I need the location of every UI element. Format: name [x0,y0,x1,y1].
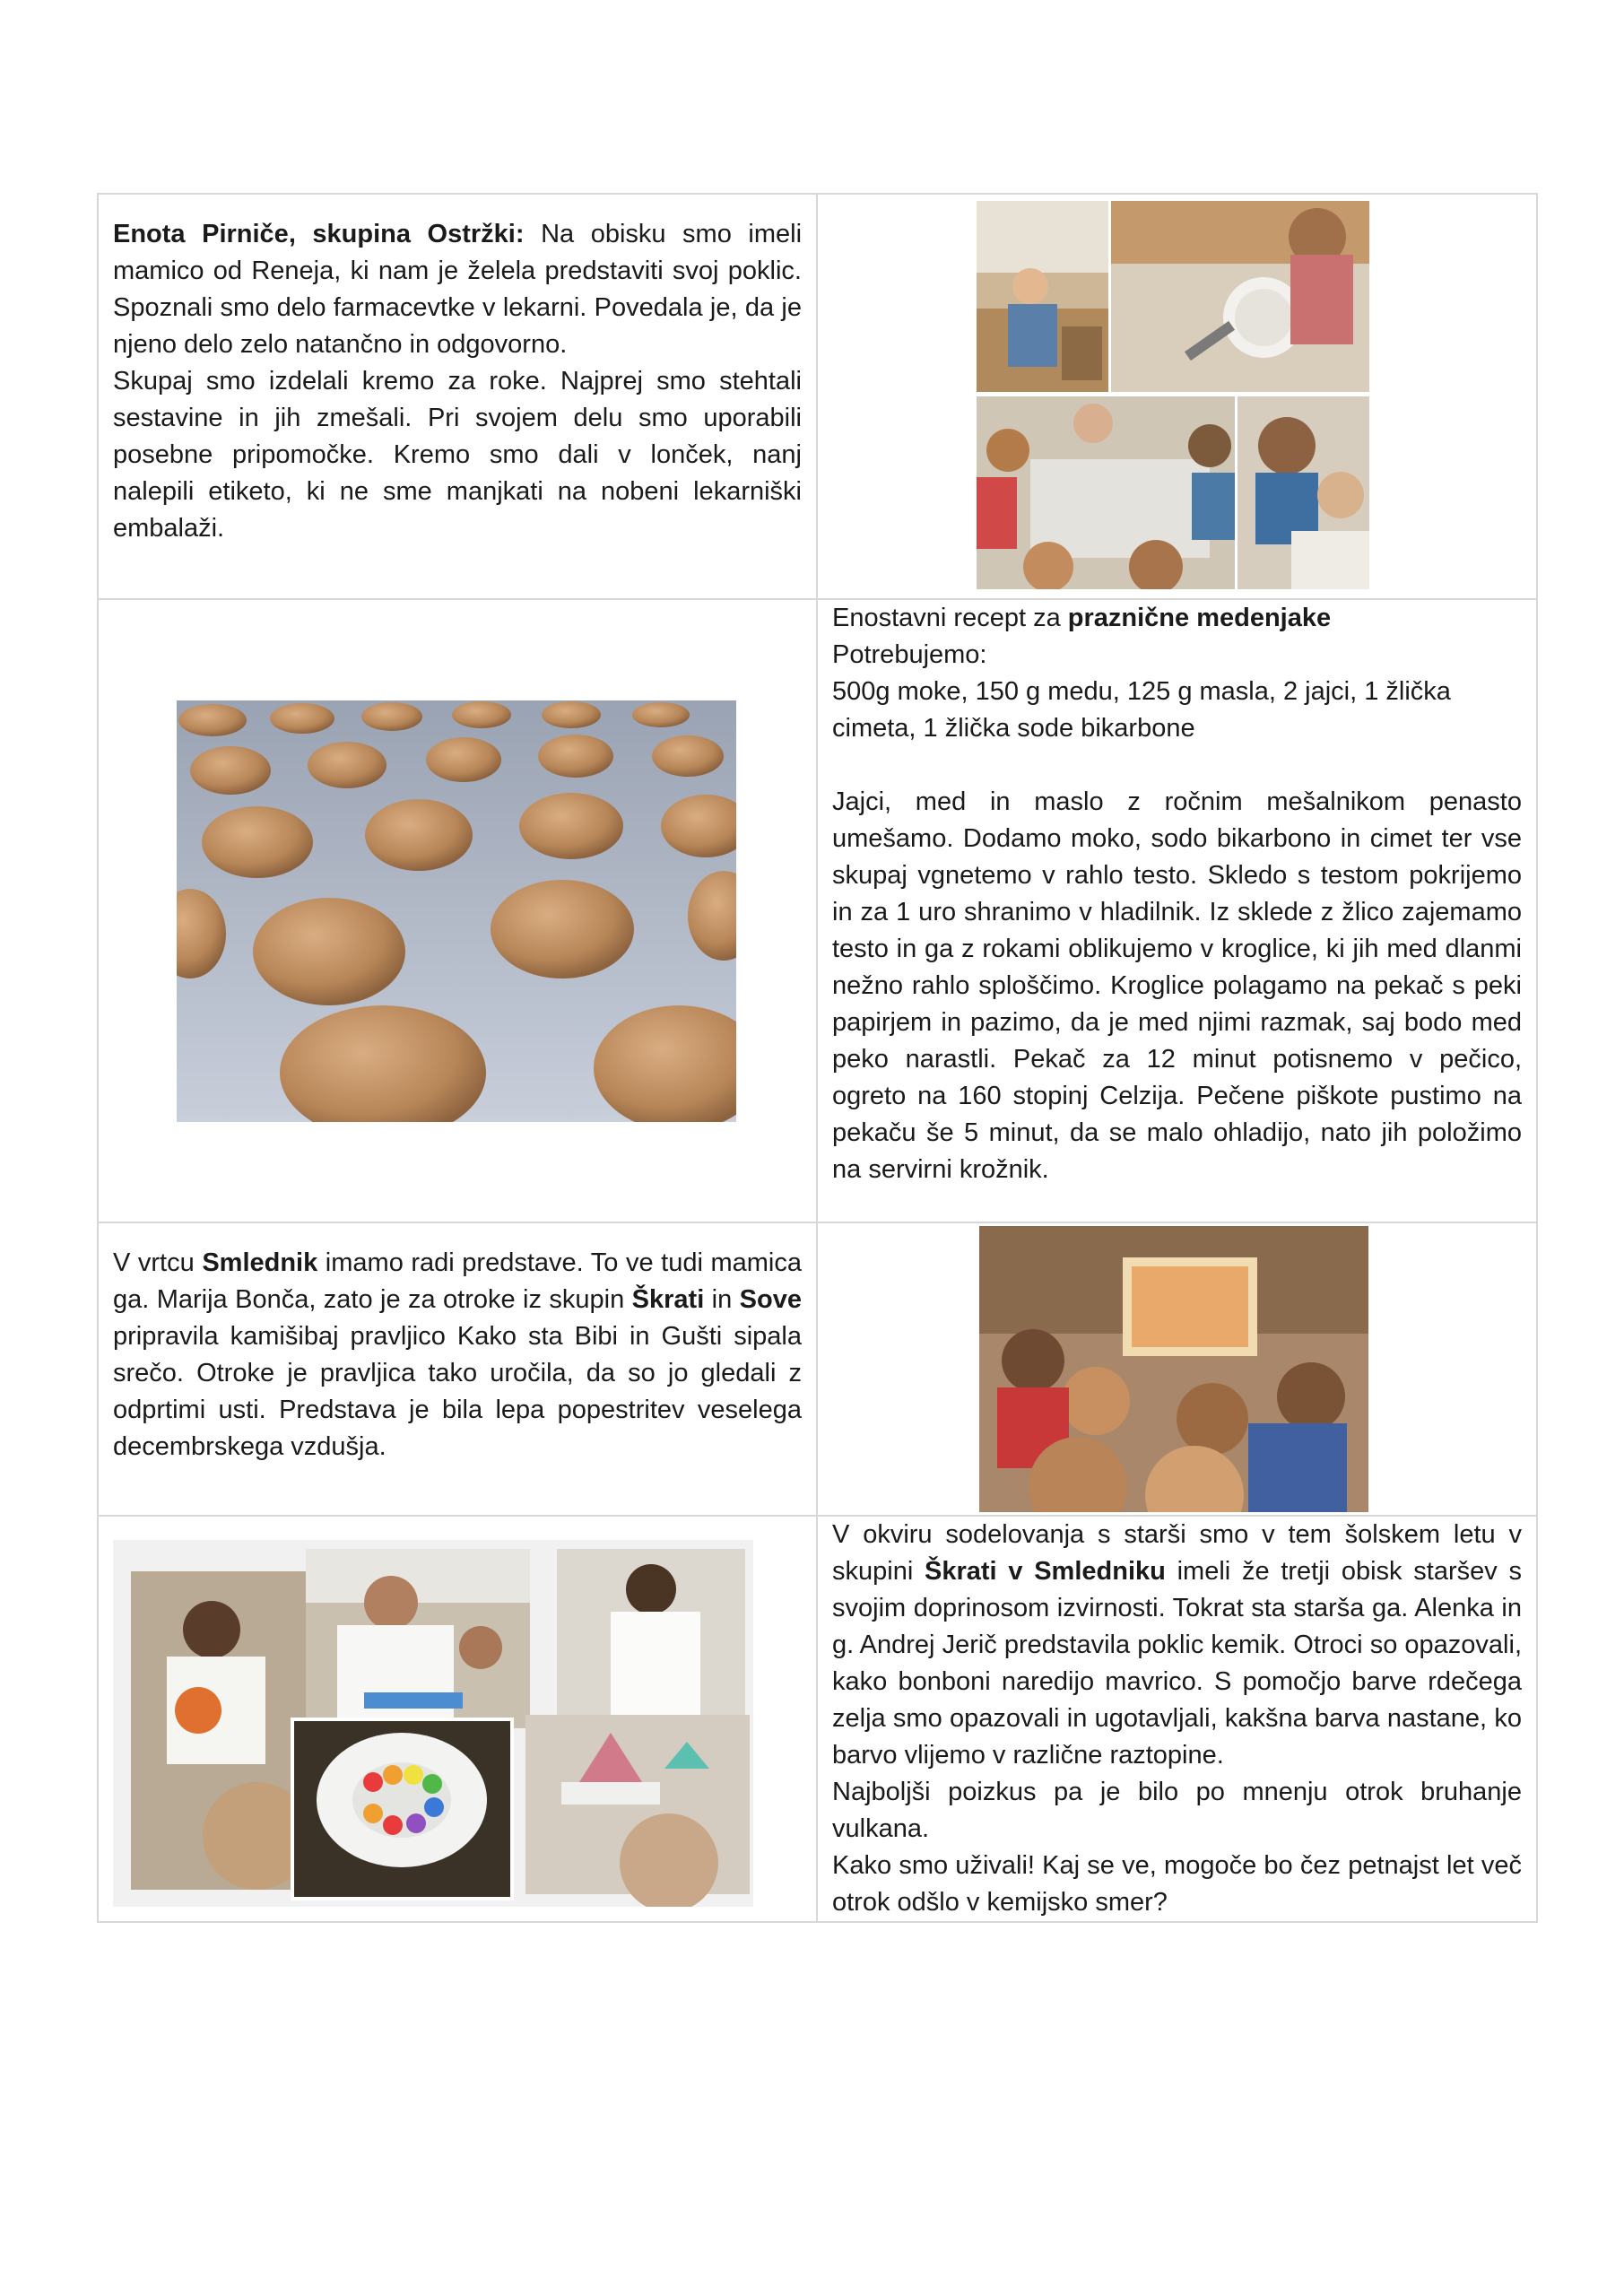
children-photo-2 [1111,201,1369,392]
recipe-method: Jajci, med in maslo z ročnim mešalnikom penasto umešamo. Dodamo moko, sodo bikarbono in cimet ter vse skupaj vgnetemo v rahlo testo. Skledo s testom pokrijemo in za 1 uro shranimo v hladilnik. Iz sklede z žlico zajemamo testo in ga z rokami oblikujemo v kroglice, ki jih med dlanmi nežno rahlo sploščimo. Kroglice polagamo na pekač s peki papirjem in pazimo, da je med njimi razmak, saj bodo med peko narastli. Pekač za 12 minut potisnemo v pečico, ogreto na 160 stopinj Celzija. Pečene piškote pustimo na pekaču še 5 minut, da se malo ohladijo, nato jih položimo na servirni krožnik. [832,787,1522,1184]
pharmacist-visit-text: Enota Pirniče, skupina Ostržki: Na obisku smo imeli mamico od Reneja, ki nam je želela predstaviti svoj poklic. Spoznali smo delo farmacevtke v lekarni. Povedala je, da je njeno delo zelo natančno in odgovorno. [113,220,803,359]
pharmacist-photo-cell [817,194,1537,599]
recipe-ingredients: 500g moke, 150 g medu, 125 g masla, 2 jajci, 1 žlička cimeta, 1 žlička sode bikarbone [832,677,1451,743]
recipe-needed-label: Potrebujemo: [832,640,987,669]
puppet-show-cell [98,1222,817,1516]
puppet-show-photo [979,1226,1368,1512]
closing-text: Kako smo uživali! Kaj se ve, mogoče bo čez petnajst let več otrok odšlo v kemijsko smer? [832,1851,1522,1917]
puppet-show-text: V vrtcu Smlednik imamo radi predstave. To ve tudi mamica ga. Marija Bonča, zato je za otroke iz skupin Škrati in Sove pripravila kamišibaj pravljico Kako sta Bibi in Gušti sipala srečo. Otroke je pravljica tako uročila, da so jo gledali z odprtimi usti. Predstava je bila lepa popestritev veselega decembrskega vzdušja. [113,1248,802,1461]
puppet-show-photo-cell [817,1222,1537,1516]
children-photo-3 [977,396,1235,589]
recipe-cell [817,599,1537,1222]
hand-cream-text: Skupaj smo izdelali kremo za roke. Najprej smo stehtali sestavine in jih zmešali. Pri svojem delu smo uporabili posebne pripomočke. Kremo smo dali v lonček, nanj nalepili etiketo, ki ne sme manjkati na nobeni lekarniški embalaži. [113,367,802,543]
chemist-visit-text: V okviru sodelovanja s starši smo v tem šolskem letu v skupini Škrati v Smledniku imeli že tretji obisk staršev s svojim doprinosom izvirnosti. Tokrat sta starša ga. Alenka in g. Andrej Jerič predstavila poklic kemik. Otroci so opazovali, kako bonboni naredijo mavrico. S pomočjo barve rdečega zelja smo opazovali in ugotavljali, kakšna barva nastane, ko barvo vlijemo v različne raztopine. [832,1520,1523,1770]
children-photo-1 [977,201,1108,392]
volcano-text: Najboljši poizkus pa je bilo po mnenju otrok bruhanje vulkana. [832,1778,1522,1843]
cookies-photo-cell [98,599,817,1222]
content-table [97,193,1538,1923]
chemist-collage-cell [98,1516,817,1922]
unit-group-label: Enota Pirniče, skupina Ostržki: [113,220,525,248]
chemist-visit-cell [817,1516,1537,1922]
pharmacist-visit-cell [98,194,817,599]
recipe-heading: Enostavni recept za praznične medenjake [832,604,1332,632]
recipe-title: praznične medenjake [1067,604,1332,632]
gingerbread-cookies-photo [177,700,736,1122]
chemist-visit-collage [113,1540,753,1907]
children-photo-4 [1238,396,1369,589]
